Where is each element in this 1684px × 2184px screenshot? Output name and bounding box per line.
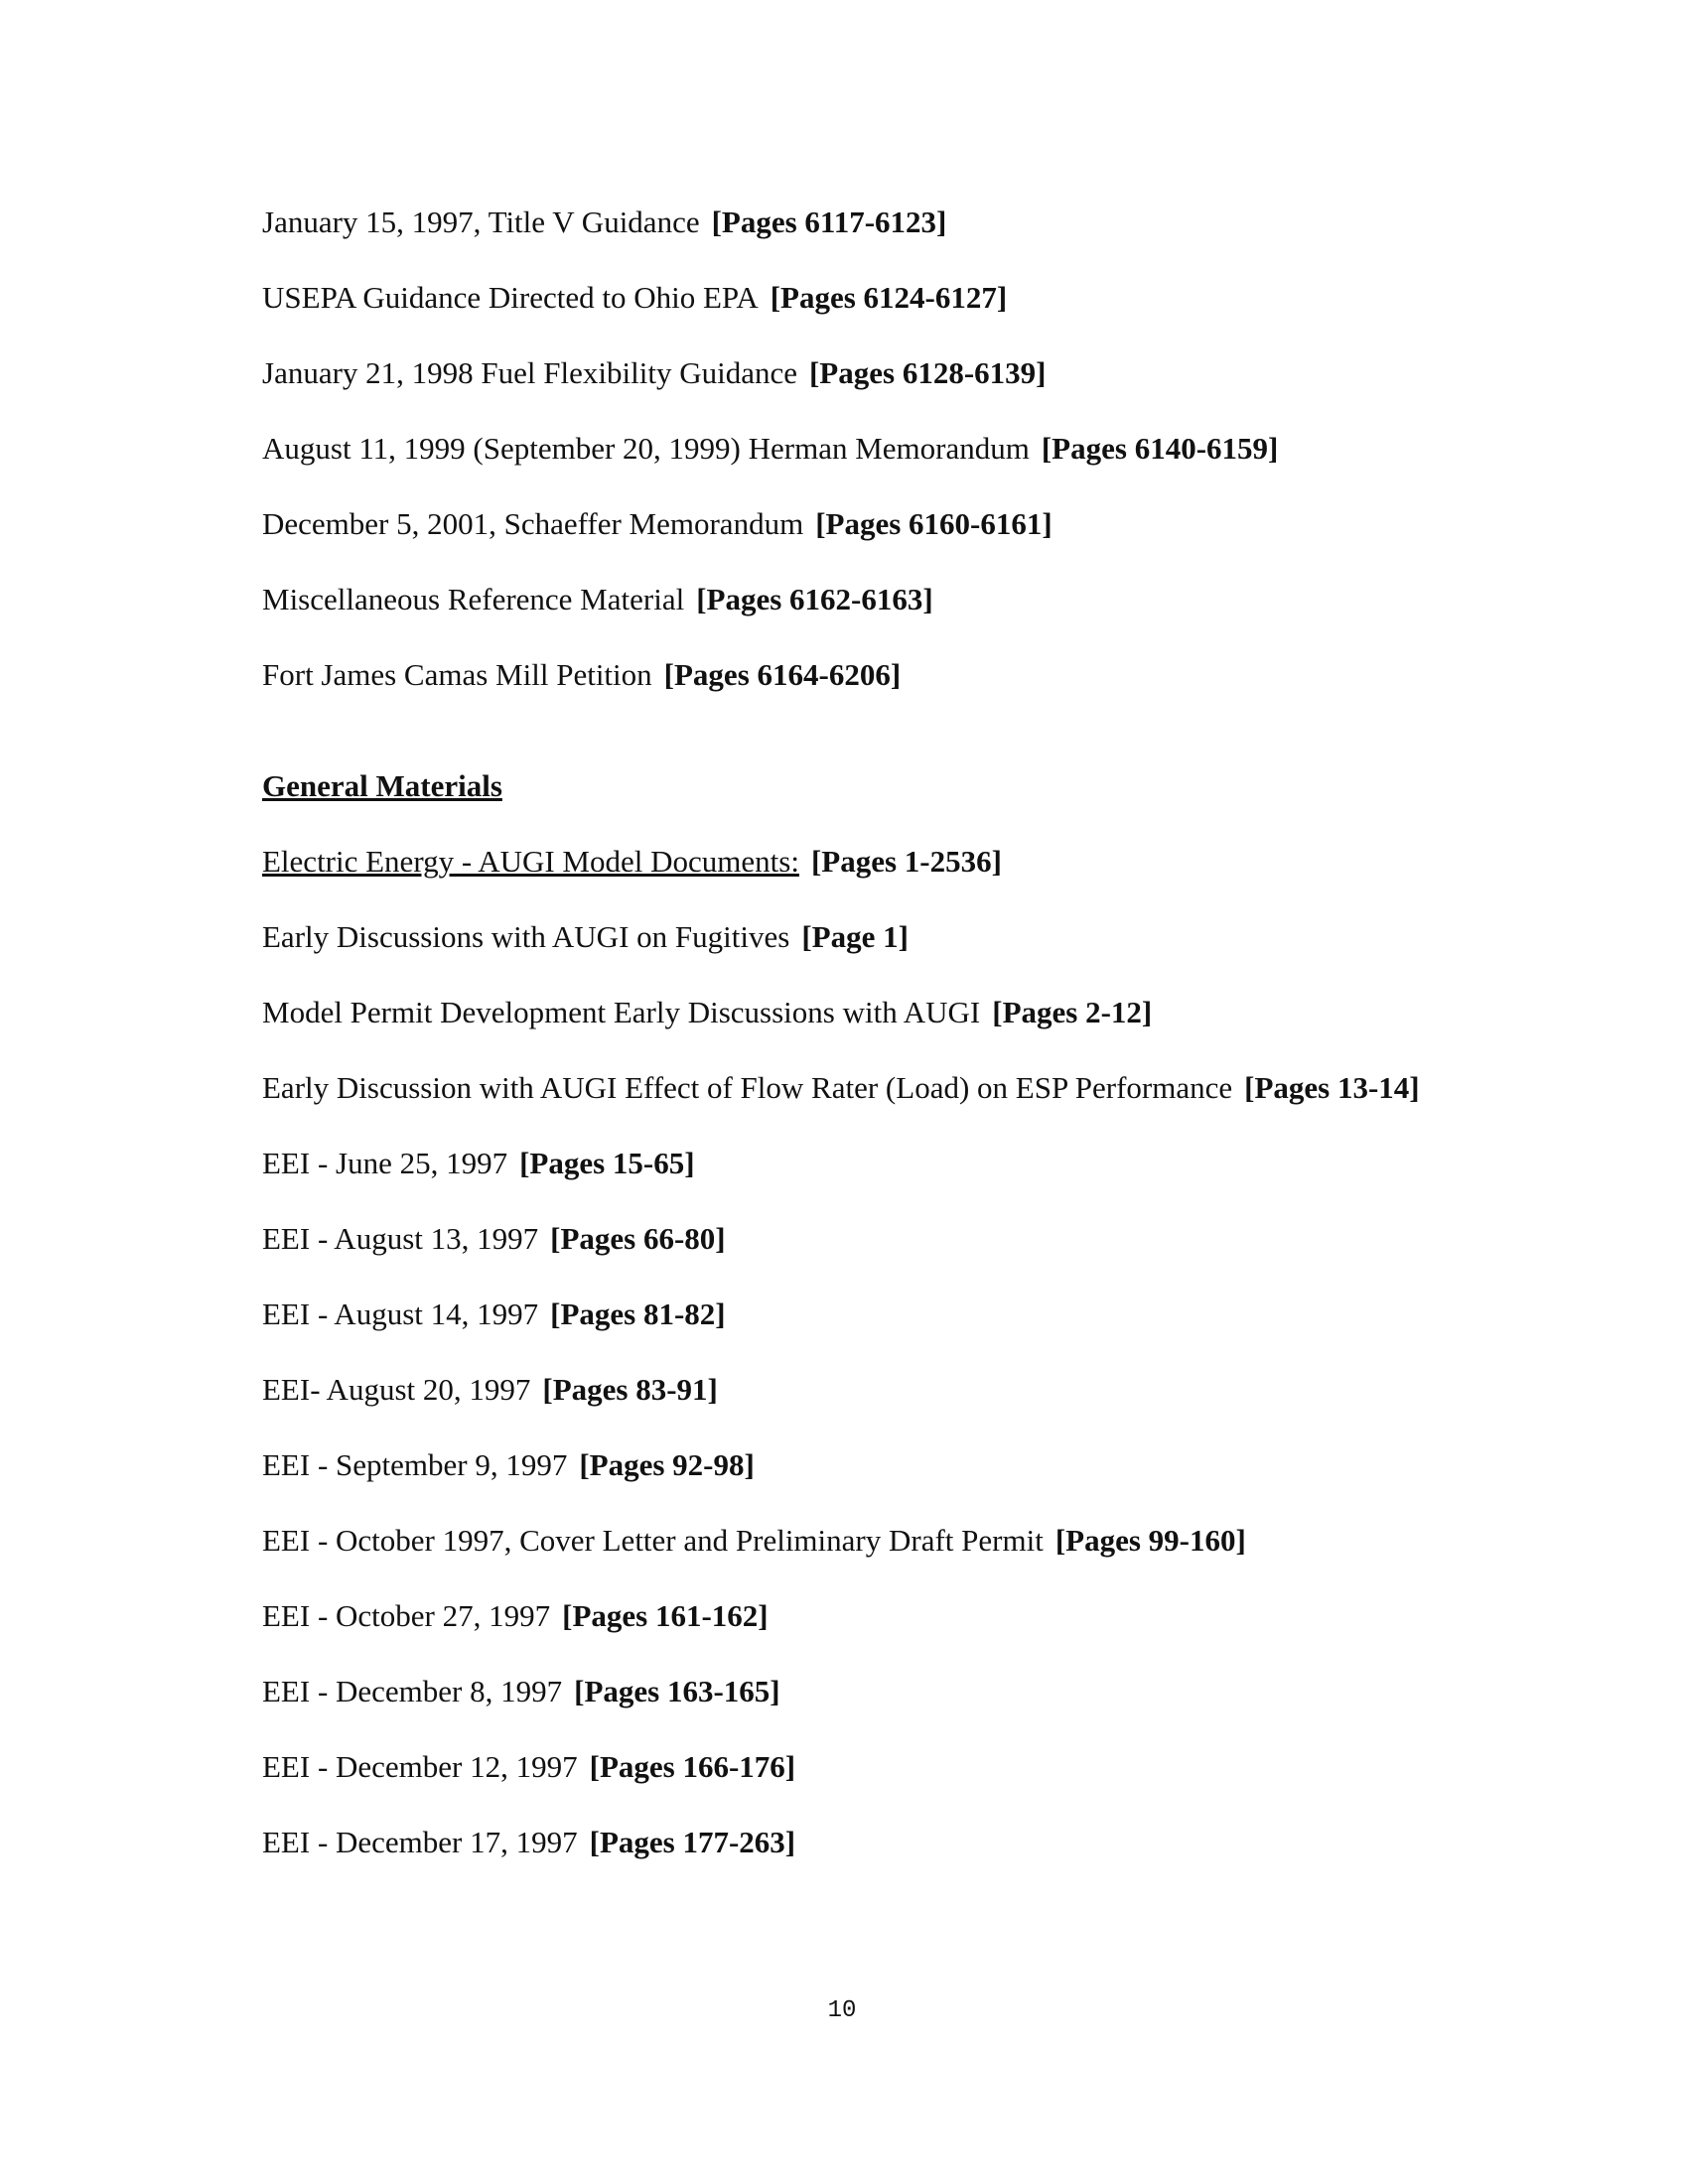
- page-reference: [Pages 161-162]: [562, 1598, 769, 1633]
- page-reference: [Pages 2-12]: [992, 995, 1153, 1029]
- entry-text: EEI - October 1997, Cover Letter and Preliminary Draft Permit: [262, 1523, 1044, 1558]
- entry-text: Early Discussion with AUGI Effect of Flow Rater (Load) on ESP Performance: [262, 1070, 1233, 1105]
- list-item: [262, 844, 1434, 880]
- entry-text: EEI - June 25, 1997: [262, 1146, 508, 1180]
- entry-text: Miscellaneous Reference Material: [262, 582, 685, 616]
- entry-text: Fort James Camas Mill Petition: [262, 657, 652, 692]
- page-reference: [Pages 6164-6206]: [663, 657, 902, 692]
- page-reference: [Pages 166-176]: [589, 1749, 796, 1784]
- list-item: [262, 1598, 1434, 1634]
- entry-text: August 11, 1999 (September 20, 1999) Herman Memorandum: [262, 431, 1030, 466]
- page-reference: [Pages 99-160]: [1054, 1523, 1246, 1558]
- entry-text: EEI - October 27, 1997: [262, 1598, 551, 1633]
- page-reference: [Pages 6140-6159]: [1041, 431, 1279, 466]
- list-item: [262, 506, 1434, 542]
- list-item: [262, 1523, 1434, 1559]
- section-heading: General Materials: [262, 768, 502, 803]
- entry-text: January 15, 1997, Title V Guidance: [262, 205, 700, 239]
- entry-text: Electric Energy - AUGI Model Documents:: [262, 844, 799, 879]
- entry-text: Model Permit Development Early Discussions with AUGI: [262, 995, 981, 1029]
- list-item: [262, 431, 1434, 467]
- list-item: [262, 280, 1434, 316]
- page-reference: [Pages 6124-6127]: [770, 280, 1008, 315]
- page-reference: [Pages 92-98]: [579, 1447, 755, 1482]
- list-item: [262, 1749, 1434, 1785]
- entry-text: USEPA Guidance Directed to Ohio EPA: [262, 280, 759, 315]
- entry-text: EEI - December 8, 1997: [262, 1674, 563, 1708]
- page-reference: [Pages 13-14]: [1244, 1070, 1420, 1105]
- page-reference: [Pages 6160-6161]: [815, 506, 1052, 541]
- list-item: [262, 1297, 1434, 1332]
- entry-text: December 5, 2001, Schaeffer Memorandum: [262, 506, 804, 541]
- list-item: [262, 1825, 1434, 1860]
- page-reference: [Pages 15-65]: [519, 1146, 695, 1180]
- list-item: [262, 582, 1434, 617]
- page-reference: [Pages 6162-6163]: [696, 582, 933, 616]
- entry-text: January 21, 1998 Fuel Flexibility Guidance: [262, 355, 797, 390]
- list-item: [262, 1674, 1434, 1709]
- page-reference: [Pages 177-263]: [589, 1825, 796, 1859]
- entry-text: EEI - August 13, 1997: [262, 1221, 539, 1256]
- entry-text: EEI - September 9, 1997: [262, 1447, 568, 1482]
- page-reference: [Pages 81-82]: [550, 1297, 726, 1331]
- reference-list-top: [262, 205, 1434, 733]
- list-item: [262, 1372, 1434, 1408]
- page-reference: [Pages 6128-6139]: [808, 355, 1047, 390]
- list-item: [262, 1070, 1434, 1106]
- page-reference: [Pages 163-165]: [574, 1674, 780, 1708]
- list-item: [262, 1221, 1434, 1257]
- list-item: [262, 1146, 1434, 1181]
- list-item: [262, 205, 1434, 240]
- page-reference: [Pages 83-91]: [542, 1372, 718, 1407]
- page-reference: [Pages 1-2536]: [810, 844, 1002, 879]
- list-item: [262, 355, 1434, 391]
- list-item: [262, 1447, 1434, 1483]
- list-item: [262, 995, 1434, 1030]
- page-reference: [Pages 6117-6123]: [711, 205, 947, 239]
- list-item: [262, 919, 1434, 955]
- entry-text: EEI- August 20, 1997: [262, 1372, 531, 1407]
- page-number: 10: [827, 1997, 857, 2024]
- entry-text: Early Discussions with AUGI on Fugitives: [262, 919, 790, 954]
- page-reference: [Page 1]: [801, 919, 909, 954]
- page-reference: [Pages 66-80]: [550, 1221, 726, 1256]
- list-item: [262, 657, 1434, 693]
- entry-text: EEI - December 12, 1997: [262, 1749, 578, 1784]
- reference-list-general: [262, 844, 1434, 1900]
- entry-text: EEI - August 14, 1997: [262, 1297, 539, 1331]
- entry-text: EEI - December 17, 1997: [262, 1825, 578, 1859]
